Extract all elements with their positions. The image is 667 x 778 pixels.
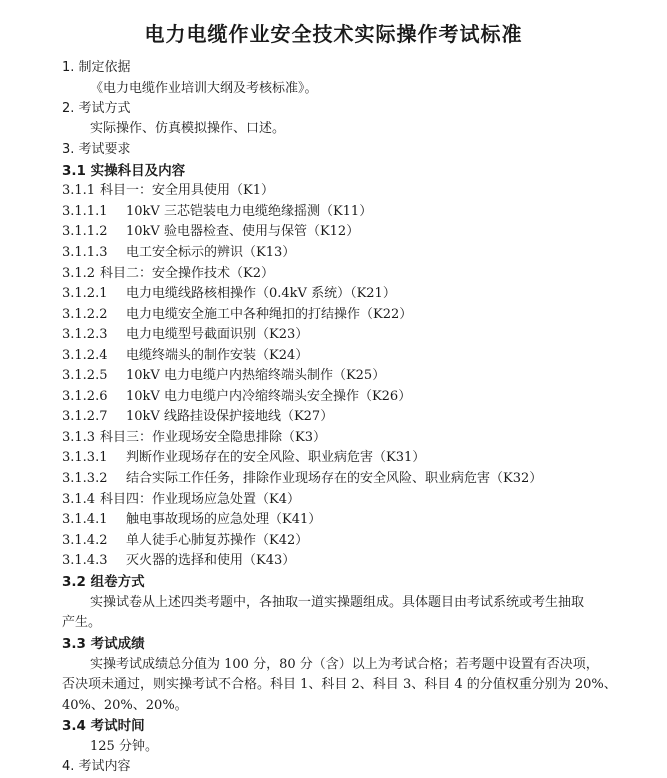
item-number: 3.1.2.3 — [62, 327, 108, 342]
document-title: 电力电缆作业安全技术实际操作考试标准 — [144, 22, 523, 46]
section-3-2-line-2: 产生。 — [62, 615, 102, 630]
item-text: 触电事故现场的应急处理（K41） — [126, 512, 322, 527]
item-text: 结合实际工作任务，排除作业现场存在的安全风险、职业病危害（K32） — [126, 471, 543, 486]
list-item — [62, 202, 372, 222]
list-item — [62, 448, 425, 468]
subject-4 — [62, 490, 300, 510]
list-item — [62, 551, 295, 571]
item-text: 电力电缆安全施工中各种绳扣的打结操作（K22） — [126, 307, 413, 322]
list-item — [62, 325, 308, 345]
section-3-2-line-1: 实操试卷从上述四类考题中，各抽取一道实操题组成。具体题目由考试系统或考生抽取 — [90, 595, 585, 610]
item-number: 3.1.4.1 — [62, 512, 108, 527]
item-number: 3.1.1.1 — [62, 204, 108, 219]
item-number: 3.1.2.7 — [62, 409, 108, 424]
item-number: 3.1.3.2 — [62, 471, 108, 486]
section-3-4-body: 125 分钟。 — [90, 739, 158, 754]
list-item — [62, 407, 333, 427]
section-2-heading: 2. 考试方式 — [62, 101, 131, 116]
list-item — [62, 305, 412, 325]
item-text: 10kV 电力电缆户内热缩终端头制作（K25） — [126, 368, 386, 383]
item-number: 3.1.1.3 — [62, 245, 108, 260]
section-1-heading: 1. 制定依据 — [62, 60, 131, 75]
item-number: 3.1.4 — [62, 492, 96, 507]
item-text: 10kV 三芯铠装电力电缆绝缘摇测（K11） — [126, 204, 373, 219]
subject-2 — [62, 264, 274, 284]
item-number: 3.1.1.2 — [62, 224, 108, 239]
section-3-3-line-3: 40%、20%、20%。 — [62, 698, 188, 713]
section-3-heading: 3. 考试要求 — [62, 142, 131, 157]
item-number: 3.1.1 — [62, 183, 96, 198]
item-text: 10kV 验电器检查、使用与保管（K12） — [126, 224, 360, 239]
item-text: 电力电缆型号截面识别（K23） — [126, 327, 309, 342]
item-text: 灭火器的选择和使用（K43） — [126, 553, 296, 568]
item-number: 3.1.2.4 — [62, 348, 108, 363]
list-item — [62, 469, 542, 489]
section-3-1-heading: 3.1 实操科目及内容 — [62, 163, 186, 179]
list-item — [62, 366, 385, 386]
item-number: 3.1.3 — [62, 430, 96, 445]
item-text: 科目四：作业现场应急处置（K4） — [100, 492, 300, 507]
item-text: 10kV 线路挂设保护接地线（K27） — [126, 409, 334, 424]
item-number: 3.1.2.2 — [62, 307, 108, 322]
section-3-3-heading: 3.3 考试成绩 — [62, 636, 145, 652]
item-number: 3.1.3.1 — [62, 450, 108, 465]
item-text: 科目三：作业现场安全隐患排除（K3） — [100, 430, 326, 445]
section-4-heading: 4. 考试内容 — [62, 759, 131, 774]
section-2-body: 实际操作、仿真模拟操作、口述。 — [90, 121, 286, 136]
section-3-3-line-1: 实操考试成绩总分值为 100 分，80 分（含）以上为考试合格；若考题中设置有否决项， — [90, 657, 599, 672]
item-text: 单人徒手心肺复苏操作（K42） — [126, 533, 309, 548]
list-item — [62, 222, 359, 242]
item-number: 3.1.2 — [62, 266, 96, 281]
subject-3 — [62, 428, 326, 448]
list-item — [62, 510, 321, 530]
item-text: 电缆终端头的制作安装（K24） — [126, 348, 309, 363]
item-text: 10kV 电力电缆户内冷缩终端头安全操作（K26） — [126, 389, 412, 404]
item-text: 电力电缆线路核相操作（0.4kV 系统）（K21） — [126, 286, 396, 301]
section-3-4-heading: 3.4 考试时间 — [62, 718, 145, 734]
section-1-body: 《电力电缆作业培训大纲及考核标准》。 — [90, 81, 318, 96]
item-text: 科目二：安全操作技术（K2） — [100, 266, 274, 281]
section-3-2-heading: 3.2 组卷方式 — [62, 574, 145, 590]
item-text: 判断作业现场存在的安全风险、职业病危害（K31） — [126, 450, 426, 465]
item-number: 3.1.2.5 — [62, 368, 108, 383]
list-item — [62, 284, 396, 304]
list-item — [62, 346, 308, 366]
item-text: 科目一：安全用具使用（K1） — [100, 183, 274, 198]
item-number: 3.1.4.3 — [62, 553, 108, 568]
item-text: 电工安全标示的辨识（K13） — [126, 245, 296, 260]
list-item — [62, 531, 308, 551]
list-item — [62, 387, 411, 407]
section-3-3-line-2: 否决项未通过，则实操考试不合格。科目 1、科目 2、科目 3、科目 4 的分值权重分别为 20%、 — [62, 677, 617, 692]
subject-1 — [62, 181, 274, 201]
item-number: 3.1.2.6 — [62, 389, 108, 404]
list-item — [62, 243, 295, 263]
item-number: 3.1.4.2 — [62, 533, 108, 548]
item-number: 3.1.2.1 — [62, 286, 108, 301]
